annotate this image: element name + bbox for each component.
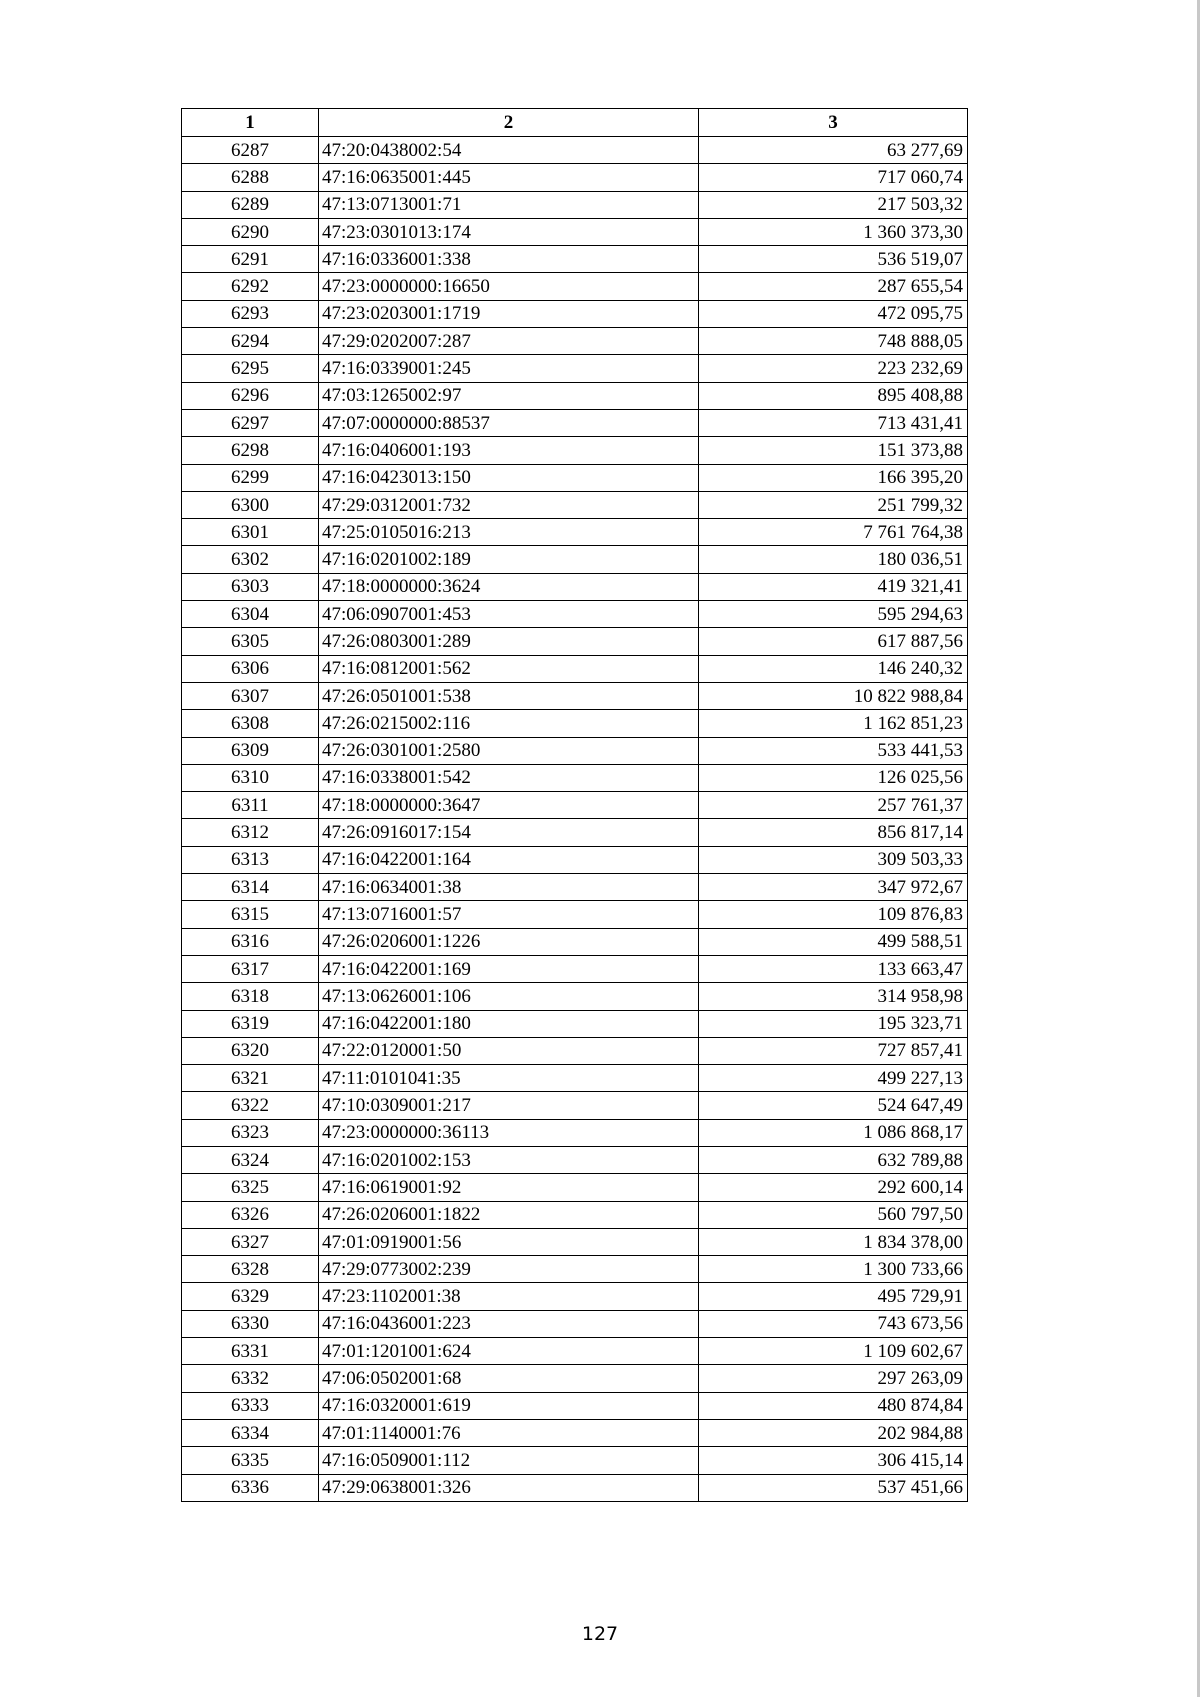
table-row [182,1146,968,1173]
table-row [182,409,968,436]
value-cell: 297 263,09 [699,1365,968,1392]
row-number-cell: 6293 [182,300,319,327]
table-row [182,328,968,355]
cadastral-number-cell: 47:16:0422001:169 [319,955,699,982]
table-row [182,1256,968,1283]
cadastral-number-cell: 47:26:0206001:1822 [319,1201,699,1228]
cadastral-number-cell: 47:26:0916017:154 [319,819,699,846]
cadastral-number-cell: 47:23:0000000:36113 [319,1119,699,1146]
value-cell: 195 323,71 [699,1010,968,1037]
cadastral-number-cell: 47:07:0000000:88537 [319,409,699,436]
row-number-cell: 6297 [182,409,319,436]
row-number-cell: 6332 [182,1365,319,1392]
value-cell: 151 373,88 [699,437,968,464]
row-number-cell: 6313 [182,846,319,873]
cadastral-number-cell: 47:13:0716001:57 [319,901,699,928]
table-body [182,137,968,1502]
cadastral-number-cell: 47:16:0338001:542 [319,764,699,791]
cadastral-number-cell: 47:23:0301013:174 [319,218,699,245]
value-cell: 595 294,63 [699,601,968,628]
row-number-cell: 6295 [182,355,319,382]
row-number-cell: 6291 [182,246,319,273]
cadastral-number-cell: 47:13:0626001:106 [319,983,699,1010]
row-number-cell: 6330 [182,1310,319,1337]
row-number-cell: 6301 [182,519,319,546]
table-row [182,1228,968,1255]
value-cell: 309 503,33 [699,846,968,873]
table-row [182,1310,968,1337]
value-cell: 133 663,47 [699,955,968,982]
value-cell: 499 588,51 [699,928,968,955]
row-number-cell: 6298 [182,437,319,464]
table-row [182,1037,968,1064]
cadastral-number-cell: 47:29:0638001:326 [319,1474,699,1501]
row-number-cell: 6309 [182,737,319,764]
table-row [182,355,968,382]
table-row [182,601,968,628]
row-number-cell: 6289 [182,191,319,218]
row-number-cell: 6324 [182,1146,319,1173]
row-number-cell: 6290 [182,218,319,245]
row-number-cell: 6312 [182,819,319,846]
cadastral-number-cell: 47:25:0105016:213 [319,519,699,546]
cadastral-number-cell: 47:16:0436001:223 [319,1310,699,1337]
table-row [182,874,968,901]
table-row [182,1119,968,1146]
row-number-cell: 6308 [182,710,319,737]
row-number-cell: 6323 [182,1119,319,1146]
table-row [182,546,968,573]
value-cell: 109 876,83 [699,901,968,928]
cadastral-number-cell: 47:10:0309001:217 [319,1092,699,1119]
value-cell: 7 761 764,38 [699,519,968,546]
row-number-cell: 6314 [182,874,319,901]
table-row [182,1474,968,1501]
table-row [182,1065,968,1092]
table-row [182,1419,968,1446]
value-cell: 166 395,20 [699,464,968,491]
table-row [182,1447,968,1474]
cadastral-number-cell: 47:22:0120001:50 [319,1037,699,1064]
table-row [182,137,968,164]
table-row [182,682,968,709]
row-number-cell: 6287 [182,137,319,164]
cadastral-number-cell: 47:18:0000000:3624 [319,573,699,600]
row-number-cell: 6321 [182,1065,319,1092]
table-row [182,983,968,1010]
table-row [182,464,968,491]
value-cell: 180 036,51 [699,546,968,573]
value-cell: 251 799,32 [699,491,968,518]
table-row [182,573,968,600]
row-number-cell: 6316 [182,928,319,955]
value-cell: 495 729,91 [699,1283,968,1310]
value-cell: 560 797,50 [699,1201,968,1228]
value-cell: 314 958,98 [699,983,968,1010]
value-cell: 499 227,13 [699,1065,968,1092]
table-row [182,1010,968,1037]
row-number-cell: 6302 [182,546,319,573]
column-header-2: 2 [319,109,699,137]
row-number-cell: 6294 [182,328,319,355]
value-cell: 727 857,41 [699,1037,968,1064]
cadastral-number-cell: 47:29:0202007:287 [319,328,699,355]
cadastral-number-cell: 47:20:0438002:54 [319,137,699,164]
row-number-cell: 6329 [182,1283,319,1310]
cadastral-number-cell: 47:01:1201001:624 [319,1338,699,1365]
table-row [182,519,968,546]
table-row [182,955,968,982]
table-row [182,1092,968,1119]
value-cell: 617 887,56 [699,628,968,655]
table-row [182,737,968,764]
cadastral-number-cell: 47:26:0206001:1226 [319,928,699,955]
value-cell: 717 060,74 [699,164,968,191]
value-cell: 480 874,84 [699,1392,968,1419]
cadastral-number-cell: 47:01:0919001:56 [319,1228,699,1255]
cadastral-number-cell: 47:16:0320001:619 [319,1392,699,1419]
cadastral-number-cell: 47:11:0101041:35 [319,1065,699,1092]
table-row [182,491,968,518]
row-number-cell: 6292 [182,273,319,300]
value-cell: 223 232,69 [699,355,968,382]
row-number-cell: 6322 [182,1092,319,1119]
row-number-cell: 6336 [182,1474,319,1501]
value-cell: 419 321,41 [699,573,968,600]
cadastral-number-cell: 47:03:1265002:97 [319,382,699,409]
table-row [182,382,968,409]
row-number-cell: 6311 [182,792,319,819]
value-cell: 1 360 373,30 [699,218,968,245]
cadastral-value-table [181,108,968,1502]
value-cell: 533 441,53 [699,737,968,764]
value-cell: 472 095,75 [699,300,968,327]
column-header-3: 3 [699,109,968,137]
value-cell: 146 240,32 [699,655,968,682]
row-number-cell: 6303 [182,573,319,600]
cadastral-number-cell: 47:26:0215002:116 [319,710,699,737]
table-row [182,273,968,300]
table-row [182,164,968,191]
cadastral-number-cell: 47:26:0301001:2580 [319,737,699,764]
row-number-cell: 6310 [182,764,319,791]
cadastral-number-cell: 47:13:0713001:71 [319,191,699,218]
cadastral-number-cell: 47:23:0000000:16650 [319,273,699,300]
table-row [182,710,968,737]
row-number-cell: 6331 [182,1338,319,1365]
table-row [182,901,968,928]
value-cell: 292 600,14 [699,1174,968,1201]
value-cell: 1 086 868,17 [699,1119,968,1146]
row-number-cell: 6315 [182,901,319,928]
value-cell: 713 431,41 [699,409,968,436]
cadastral-number-cell: 47:26:0501001:538 [319,682,699,709]
cadastral-number-cell: 47:16:0201002:189 [319,546,699,573]
table-row [182,191,968,218]
value-cell: 347 972,67 [699,874,968,901]
value-cell: 856 817,14 [699,819,968,846]
table-row [182,928,968,955]
table-row [182,246,968,273]
cadastral-number-cell: 47:16:0336001:338 [319,246,699,273]
value-cell: 1 834 378,00 [699,1228,968,1255]
cadastral-number-cell: 47:16:0619001:92 [319,1174,699,1201]
value-cell: 257 761,37 [699,792,968,819]
value-cell: 10 822 988,84 [699,682,968,709]
value-cell: 217 503,32 [699,191,968,218]
value-cell: 537 451,66 [699,1474,968,1501]
table-row [182,846,968,873]
table-header-row [182,109,968,137]
value-cell: 743 673,56 [699,1310,968,1337]
table-row [182,1365,968,1392]
cadastral-number-cell: 47:18:0000000:3647 [319,792,699,819]
row-number-cell: 6305 [182,628,319,655]
table-row [182,792,968,819]
table-row [182,1283,968,1310]
table-row [182,1201,968,1228]
page-number: 127 [581,1623,619,1645]
cadastral-number-cell: 47:26:0803001:289 [319,628,699,655]
value-cell: 748 888,05 [699,328,968,355]
table-row [182,437,968,464]
table-row [182,1174,968,1201]
cadastral-number-cell: 47:16:0422001:164 [319,846,699,873]
table-row [182,764,968,791]
table-row [182,218,968,245]
row-number-cell: 6296 [182,382,319,409]
value-cell: 632 789,88 [699,1146,968,1173]
row-number-cell: 6327 [182,1228,319,1255]
value-cell: 1 300 733,66 [699,1256,968,1283]
row-number-cell: 6325 [182,1174,319,1201]
value-cell: 126 025,56 [699,764,968,791]
cadastral-number-cell: 47:06:0907001:453 [319,601,699,628]
value-cell: 202 984,88 [699,1419,968,1446]
cadastral-number-cell: 47:16:0634001:38 [319,874,699,901]
value-cell: 1 162 851,23 [699,710,968,737]
row-number-cell: 6335 [182,1447,319,1474]
row-number-cell: 6299 [182,464,319,491]
value-cell: 63 277,69 [699,137,968,164]
cadastral-number-cell: 47:16:0509001:112 [319,1447,699,1474]
row-number-cell: 6307 [182,682,319,709]
row-number-cell: 6334 [182,1419,319,1446]
cadastral-number-cell: 47:23:1102001:38 [319,1283,699,1310]
cadastral-number-cell: 47:16:0339001:245 [319,355,699,382]
value-cell: 536 519,07 [699,246,968,273]
cadastral-number-cell: 47:23:0203001:1719 [319,300,699,327]
table-row [182,1338,968,1365]
cadastral-number-cell: 47:16:0201002:153 [319,1146,699,1173]
table-row [182,819,968,846]
cadastral-number-cell: 47:01:1140001:76 [319,1419,699,1446]
row-number-cell: 6333 [182,1392,319,1419]
cadastral-number-cell: 47:16:0812001:562 [319,655,699,682]
value-cell: 895 408,88 [699,382,968,409]
cadastral-number-cell: 47:16:0422001:180 [319,1010,699,1037]
cadastral-number-cell: 47:16:0635001:445 [319,164,699,191]
cadastral-number-cell: 47:29:0773002:239 [319,1256,699,1283]
row-number-cell: 6288 [182,164,319,191]
cadastral-number-cell: 47:06:0502001:68 [319,1365,699,1392]
cadastral-number-cell: 47:16:0423013:150 [319,464,699,491]
row-number-cell: 6326 [182,1201,319,1228]
table-row [182,300,968,327]
cadastral-number-cell: 47:29:0312001:732 [319,491,699,518]
column-header-1: 1 [182,109,319,137]
table-row [182,628,968,655]
cadastral-number-cell: 47:16:0406001:193 [319,437,699,464]
row-number-cell: 6317 [182,955,319,982]
table-row [182,1392,968,1419]
row-number-cell: 6300 [182,491,319,518]
row-number-cell: 6304 [182,601,319,628]
value-cell: 287 655,54 [699,273,968,300]
value-cell: 306 415,14 [699,1447,968,1474]
row-number-cell: 6318 [182,983,319,1010]
row-number-cell: 6328 [182,1256,319,1283]
value-cell: 524 647,49 [699,1092,968,1119]
row-number-cell: 6320 [182,1037,319,1064]
table-row [182,655,968,682]
row-number-cell: 6306 [182,655,319,682]
row-number-cell: 6319 [182,1010,319,1037]
value-cell: 1 109 602,67 [699,1338,968,1365]
